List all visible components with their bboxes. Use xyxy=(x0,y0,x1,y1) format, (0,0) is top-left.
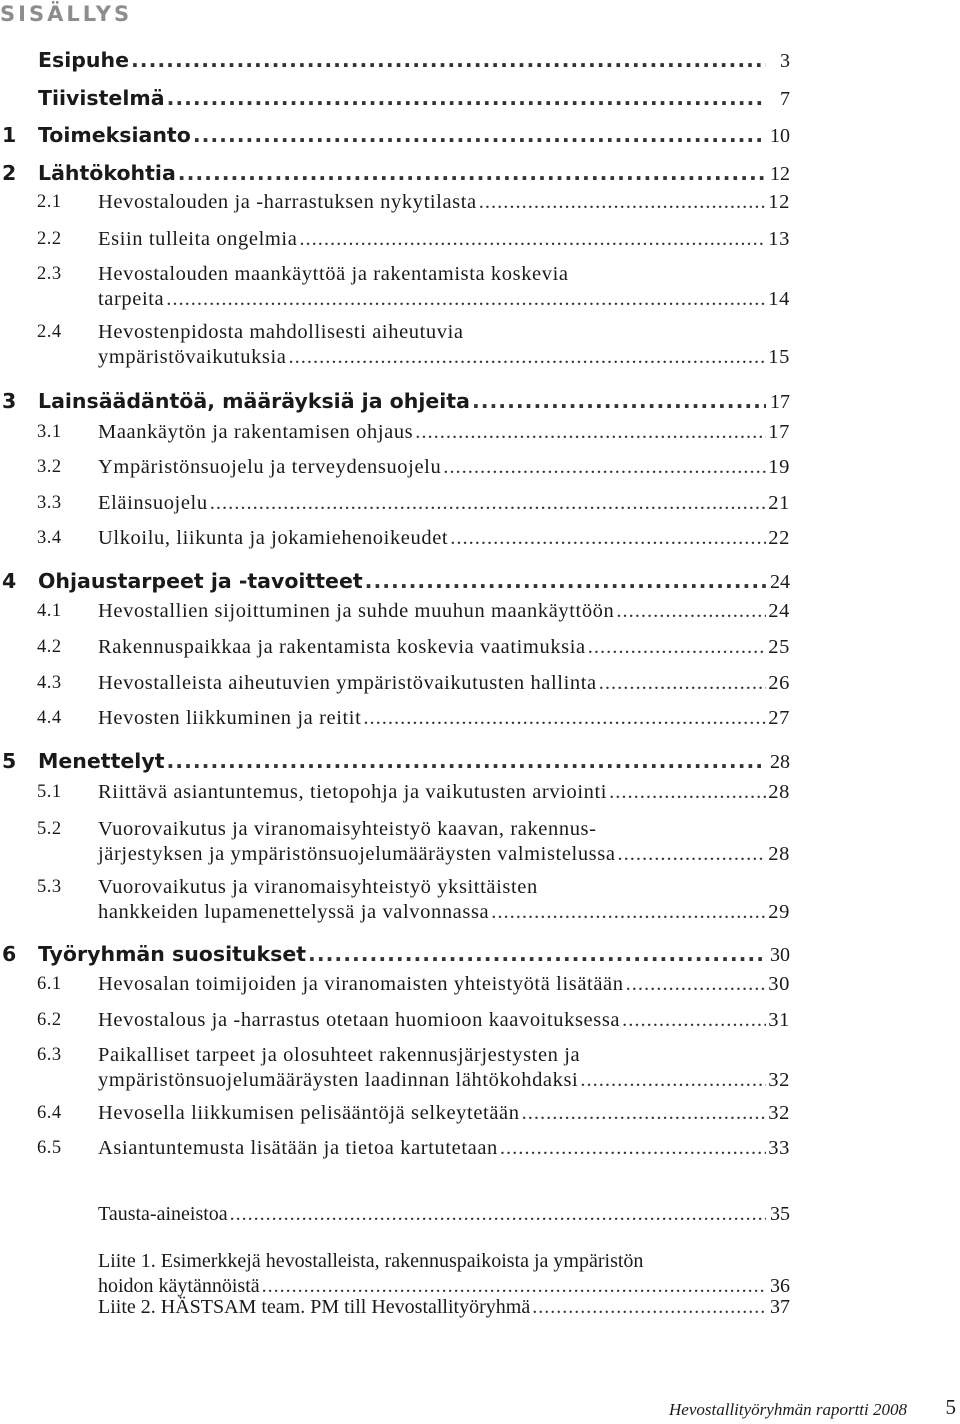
toc-entry-number: 3.1 xyxy=(37,422,62,442)
dot-leader xyxy=(131,46,766,74)
toc-entry-title: Rakennuspaikkaa ja rakentamista koskevia vaatimuksia xyxy=(98,636,586,658)
toc-entry-page: 12 xyxy=(768,191,790,213)
toc-entry-number: 2 xyxy=(2,161,17,185)
toc-entry-title: Ympäristönsuojelu ja terveydensuojelu xyxy=(98,456,442,478)
toc-entry-title: Riittävä asiantuntemus, tietopohja ja vaikutusten arviointi xyxy=(98,781,608,803)
toc-entry-page: 36 xyxy=(770,1275,790,1297)
dot-leader xyxy=(500,1134,766,1162)
toc-entry-title: Hevostenpidosta mahdollisesti aiheutuvia xyxy=(98,321,464,343)
toc-entry[interactable] xyxy=(0,387,790,415)
toc-entry-number: 2.1 xyxy=(37,192,62,212)
dot-leader xyxy=(522,1099,766,1127)
toc-entry-page: 22 xyxy=(768,527,790,549)
toc-entry-number: 1 xyxy=(2,123,17,147)
page-number: 5 xyxy=(945,1395,956,1419)
toc-entry[interactable] xyxy=(0,46,790,74)
toc-entry[interactable] xyxy=(0,225,790,253)
toc-entry-page: 17 xyxy=(768,421,790,443)
toc-entry-title: Esipuhe xyxy=(38,48,129,72)
toc-entry-title: Hevostalouden maankäyttöä ja rakentamista koskevia xyxy=(98,263,569,285)
toc-entry[interactable] xyxy=(0,1099,790,1127)
toc-entry-title: hoidon käytännöistä xyxy=(98,1275,260,1297)
dot-leader xyxy=(479,188,766,216)
dot-leader xyxy=(450,524,766,552)
toc-entry[interactable] xyxy=(0,970,790,998)
toc-entry-page: 15 xyxy=(768,346,790,368)
toc-entry-page: 29 xyxy=(768,901,790,923)
toc-entry-title: Lähtökohtia xyxy=(38,161,176,185)
dot-leader xyxy=(626,970,766,998)
dot-leader xyxy=(472,387,766,415)
dot-leader xyxy=(308,940,766,968)
toc-entry[interactable] xyxy=(0,260,790,313)
toc-entry-title: Maankäytön ja rakentamisen ohjaus xyxy=(98,421,414,443)
toc-entry-title: Tausta-aineistoa xyxy=(98,1203,228,1225)
toc-entry-number: 6.1 xyxy=(37,974,62,994)
dot-leader xyxy=(299,225,766,253)
dot-leader xyxy=(289,343,766,371)
toc-entry-page: 17 xyxy=(770,391,790,413)
toc-entry[interactable] xyxy=(0,188,790,216)
toc-entry-number: 6 xyxy=(2,942,17,966)
toc-entry[interactable] xyxy=(0,453,790,481)
toc-entry-title: Työryhmän suositukset xyxy=(38,942,307,966)
toc-entry-title: ympäristönsuojelumääräysten laadinnan lähtökohdaksi xyxy=(98,1069,579,1091)
toc-entry-number: 6.3 xyxy=(37,1045,62,1065)
toc-entry-title: Hevosten liikkuminen ja reitit xyxy=(98,707,362,729)
dot-leader xyxy=(580,1066,766,1094)
toc-entry-page: 28 xyxy=(770,751,790,773)
toc-entry-number: 2.3 xyxy=(37,264,62,284)
toc-entry-page: 24 xyxy=(768,600,790,622)
toc-entry-page: 14 xyxy=(768,288,790,310)
toc-entry[interactable] xyxy=(0,873,790,926)
toc-entry-page: 21 xyxy=(768,492,790,514)
toc-entry[interactable] xyxy=(0,121,790,149)
toc-entry[interactable] xyxy=(0,1006,790,1034)
toc-entry-page: 3 xyxy=(780,50,790,72)
toc-entry-page: 10 xyxy=(770,125,790,147)
dot-leader xyxy=(363,704,766,732)
toc-entry-title: hankkeiden lupamenettelyssä ja valvonnassa xyxy=(98,901,490,923)
toc-entry-number: 3.3 xyxy=(37,493,62,513)
toc-entry-title: Liite 2. HÄSTSAM team. PM till Hevostallityöryhmä xyxy=(98,1296,531,1318)
toc-entry[interactable] xyxy=(0,524,790,552)
toc-entry[interactable] xyxy=(0,747,790,775)
toc-entry-title: Asiantuntemusta lisätään ja tietoa kartutetaan xyxy=(98,1137,498,1159)
report-footer: Hevostallityöryhmän raportti 2008 xyxy=(669,1400,907,1419)
toc-entry-title: Paikalliset tarpeet ja olosuhteet rakennusjärjestysten ja xyxy=(98,1044,581,1066)
toc-entry-number: 6.4 xyxy=(37,1103,62,1123)
toc-entry-title: Esiin tulleita ongelmia xyxy=(98,228,298,250)
dot-leader xyxy=(491,898,766,926)
dot-leader xyxy=(532,1293,766,1321)
toc-entry-number: 6.5 xyxy=(37,1138,62,1158)
toc-entry[interactable] xyxy=(0,778,790,806)
toc-entry[interactable] xyxy=(0,318,790,371)
dot-leader xyxy=(609,778,766,806)
toc-entry-title: Ohjaustarpeet ja -tavoitteet xyxy=(38,569,363,593)
toc-entry-page: 25 xyxy=(768,636,790,658)
toc-entry-number: 4.3 xyxy=(37,673,62,693)
dot-leader xyxy=(618,840,766,868)
toc-entry-page: 35 xyxy=(770,1203,790,1225)
dot-leader xyxy=(193,121,766,149)
toc-entry-title: Hevostallien sijoittuminen ja suhde muuhun maankäyttöön xyxy=(98,600,615,622)
toc-entry-title: Hevosalan toimijoiden ja viranomaisten yhteistyötä lisätään xyxy=(98,973,624,995)
toc-entry-number: 4 xyxy=(2,569,17,593)
toc-entry-title: Hevosella liikkumisen pelisääntöjä selkeytetään xyxy=(98,1102,520,1124)
toc-entry-title: Hevostalous ja -harrastus otetaan huomioon kaavoituksessa xyxy=(98,1009,621,1031)
toc-entry[interactable] xyxy=(0,489,790,517)
toc-entry[interactable] xyxy=(0,1041,790,1094)
toc-entry[interactable] xyxy=(0,1293,790,1321)
toc-entry-page: 37 xyxy=(770,1296,790,1318)
toc-entry-page: 31 xyxy=(768,1009,790,1031)
dot-leader xyxy=(622,1006,766,1034)
toc-entry-title: tarpeita xyxy=(98,288,165,310)
dot-leader xyxy=(230,1200,766,1228)
toc-entry-page: 12 xyxy=(770,163,790,185)
toc-entry-page: 19 xyxy=(768,456,790,478)
toc-entry[interactable] xyxy=(0,1134,790,1162)
toc-entry-title: Tiivistelmä xyxy=(38,86,165,110)
toc-entry[interactable] xyxy=(0,704,790,732)
toc-entry-title: Vuorovaikutus ja viranomaisyhteistyö yksittäisten xyxy=(98,876,538,898)
toc-entry-page: 26 xyxy=(768,672,790,694)
dot-leader xyxy=(599,669,766,697)
toc-entry[interactable] xyxy=(0,633,790,661)
toc-heading: SISÄLLYS xyxy=(0,2,133,26)
dot-leader xyxy=(443,453,766,481)
dot-leader xyxy=(365,567,766,595)
toc-entry-title: Menettelyt xyxy=(38,749,165,773)
dot-leader xyxy=(616,597,766,625)
dot-leader xyxy=(178,159,766,187)
toc-entry-number: 5.1 xyxy=(37,782,62,802)
toc-entry-page: 32 xyxy=(768,1069,790,1091)
toc-entry-number: 5.3 xyxy=(37,877,62,897)
toc-entry-title: Ulkoilu, liikunta ja jokamiehenoikeudet xyxy=(98,527,449,549)
dot-leader xyxy=(166,285,766,313)
toc-entry-page: 30 xyxy=(768,973,790,995)
toc-entry-page: 28 xyxy=(768,843,790,865)
toc-entry-title: Hevostalleista aiheutuvien ympäristövaikutusten hallinta xyxy=(98,672,597,694)
toc-entry-number: 5 xyxy=(2,749,17,773)
toc-entry-title: Vuorovaikutus ja viranomaisyhteistyö kaavan, rakennus- xyxy=(98,818,597,840)
toc-entry-page: 24 xyxy=(770,571,790,593)
toc-entry-number: 4.1 xyxy=(37,601,62,621)
toc-entry-number: 5.2 xyxy=(37,819,62,839)
toc-entry-page: 13 xyxy=(768,228,790,250)
toc-entry-number: 4.4 xyxy=(37,708,62,728)
toc-entry[interactable] xyxy=(0,597,790,625)
toc-entry-page: 30 xyxy=(770,944,790,966)
toc-entry[interactable] xyxy=(0,669,790,697)
toc-entry[interactable] xyxy=(0,418,790,446)
toc-entry[interactable] xyxy=(0,815,790,868)
toc-entry[interactable] xyxy=(0,159,790,187)
dot-leader xyxy=(167,84,766,112)
toc-entry-title: Liite 1. Esimerkkejä hevostalleista, rakennuspaikoista ja ympäristön xyxy=(98,1250,644,1272)
dot-leader xyxy=(210,489,766,517)
toc-entry-number: 3.2 xyxy=(37,457,62,477)
toc-entry[interactable] xyxy=(0,1200,790,1228)
toc-entry-number: 3 xyxy=(2,389,17,413)
toc-entry-title: Toimeksianto xyxy=(38,123,191,147)
toc-entry-title: Lainsäädäntöä, määräyksiä ja ohjeita xyxy=(38,389,470,413)
toc-entry-number: 3.4 xyxy=(37,528,62,548)
toc-entry-number: 2.4 xyxy=(37,322,62,342)
toc-entry-number: 4.2 xyxy=(37,637,62,657)
toc-entry-page: 27 xyxy=(768,707,790,729)
toc-entry-page: 33 xyxy=(768,1137,790,1159)
toc-entry-number: 2.2 xyxy=(37,229,62,249)
dot-leader xyxy=(167,747,767,775)
dot-leader xyxy=(415,418,766,446)
toc-entry-page: 7 xyxy=(780,88,790,110)
toc-entry-title: Eläinsuojelu xyxy=(98,492,208,514)
toc-entry-page: 32 xyxy=(768,1102,790,1124)
dot-leader xyxy=(588,633,766,661)
toc-entry-title: Hevostalouden ja -harrastuksen nykytilasta xyxy=(98,191,477,213)
toc-entry-title: ympäristövaikutuksia xyxy=(98,346,287,368)
toc-entry[interactable] xyxy=(0,940,790,968)
toc-entry[interactable] xyxy=(0,567,790,595)
toc-entry-number: 6.2 xyxy=(37,1010,62,1030)
toc-entry[interactable] xyxy=(0,84,790,112)
toc-entry-page: 28 xyxy=(768,781,790,803)
toc-entry-title: järjestyksen ja ympäristönsuojelumääräysten valmistelussa xyxy=(98,843,616,865)
